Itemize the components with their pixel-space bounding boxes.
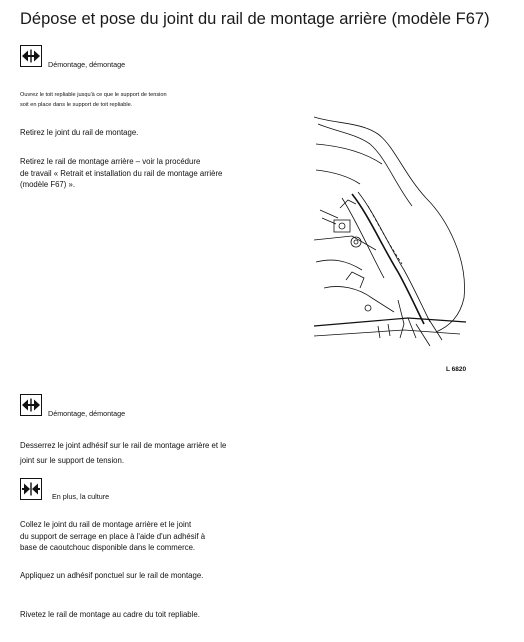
step-line: base de caoutchouc disponible dans le commerce. xyxy=(20,543,196,552)
remove-install-arrows-icon xyxy=(20,394,42,416)
step-line: de travail « Retrait et installation du rail de montage arrière xyxy=(20,168,223,178)
section1-note xyxy=(20,90,167,110)
step-line: Retirez le rail de montage arrière – voir la procédure xyxy=(20,157,201,166)
step-line: du support de serrage en place à l'aide d'un adhésif à xyxy=(20,531,206,541)
step-line: Collez le joint du rail de montage arrière et le joint xyxy=(20,520,192,529)
page-title: Dépose et pose du joint du rail de montage arrière (modèle F67) xyxy=(20,10,490,28)
section1-heading: Démontage, démontage xyxy=(48,60,126,69)
note-line: Ouvrez le toit repliable jusqu'à ce que le support de tension xyxy=(20,92,167,98)
step-line: Desserrez le joint adhésif sur le rail de montage arrière et le xyxy=(20,441,227,450)
section1-step1: Retirez le joint du rail de montage. xyxy=(20,128,139,137)
section3-step2: Appliquez un adhésif ponctuel sur le rail de montage. xyxy=(20,571,204,580)
remove-install-arrows-icon xyxy=(20,45,42,67)
section2-step xyxy=(20,440,226,466)
section3-heading: En plus, la culture xyxy=(52,492,110,501)
step-line: (modèle F67) ». xyxy=(20,180,76,189)
section1-step2 xyxy=(20,156,222,191)
figure-illustration xyxy=(312,112,472,352)
section3-step1 xyxy=(20,519,205,554)
section3-step3: Rivetez le rail de montage au cadre du toit repliable. xyxy=(20,610,200,619)
section2-heading: Démontage, démontage xyxy=(48,409,126,418)
inward-arrows-icon xyxy=(20,478,42,500)
step-line: joint sur le support de tension. xyxy=(20,455,125,465)
note-line: soit en place dans le support de toit repliable. xyxy=(20,102,133,108)
figure-caption: L 6820 xyxy=(446,366,467,373)
